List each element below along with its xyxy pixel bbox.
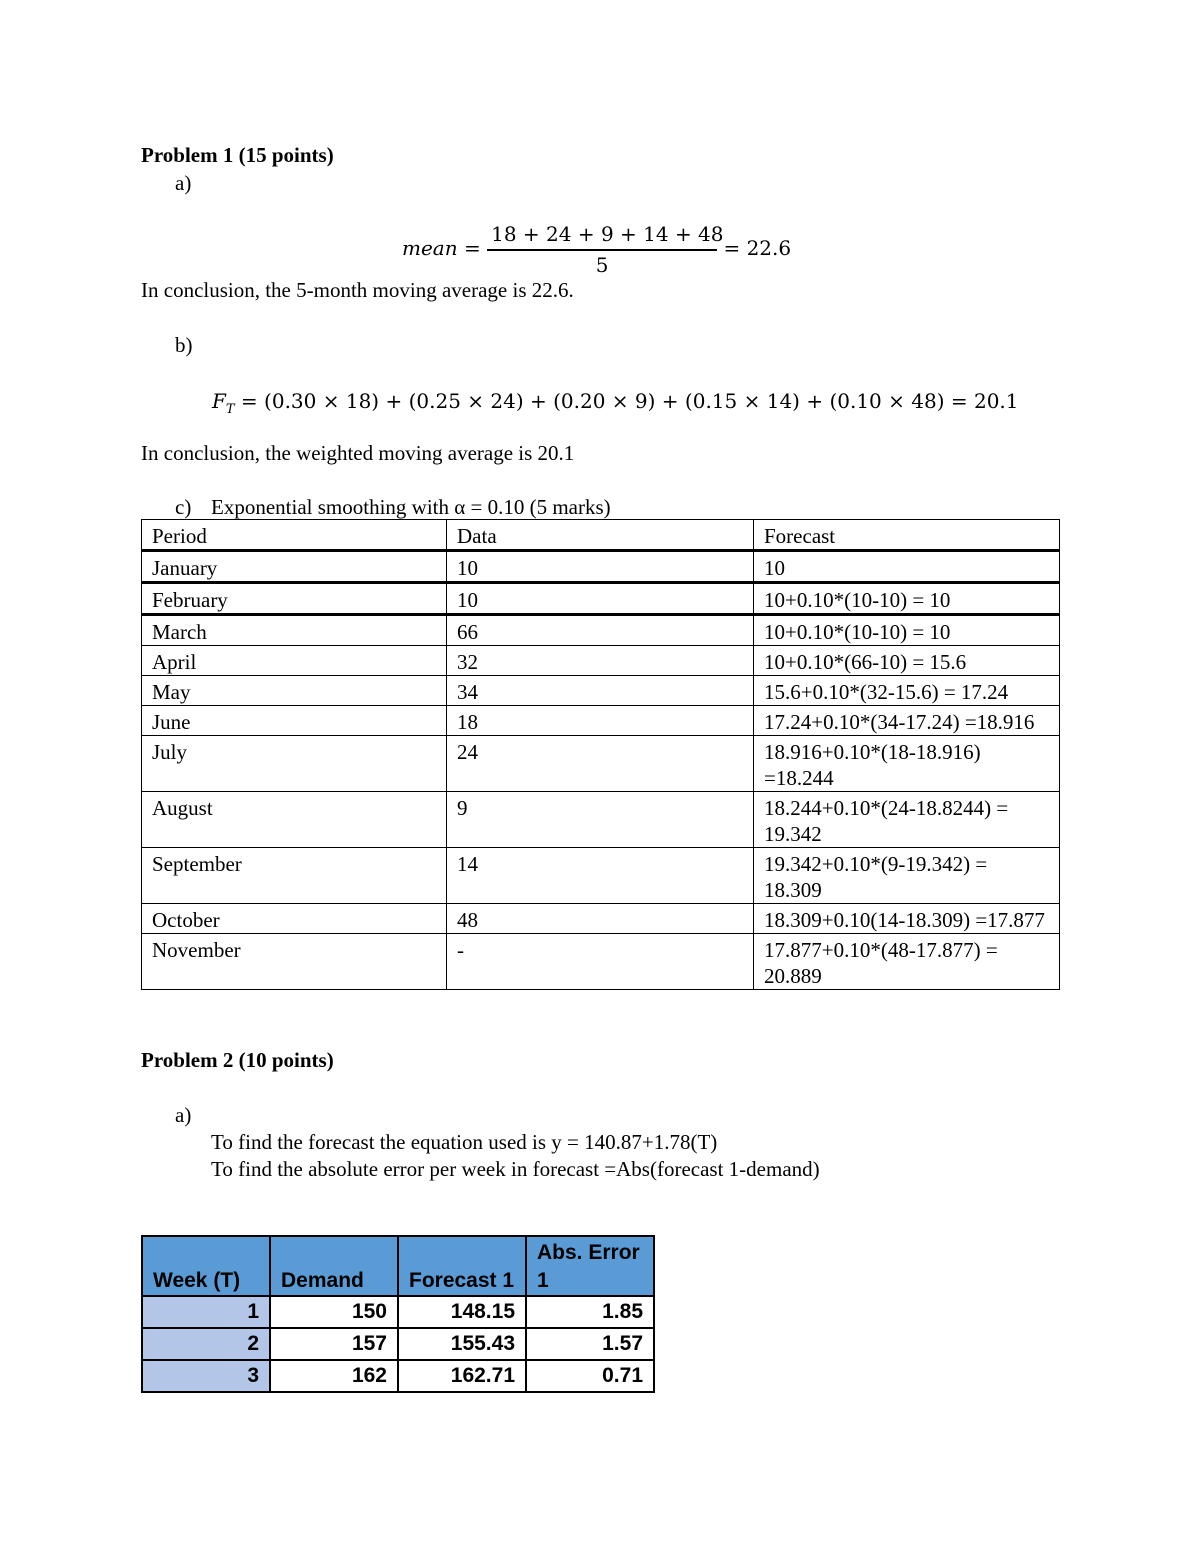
period-cell: October [142, 904, 447, 934]
table-row [142, 676, 1060, 706]
data-cell: 9 [447, 792, 754, 848]
header-forecast: Forecast 1 [398, 1236, 526, 1296]
table-row [142, 1296, 654, 1328]
forecast-cell: 10 [754, 551, 1060, 583]
period-cell: June [142, 706, 447, 736]
header-abs-error: Abs. Error 1 [526, 1236, 654, 1296]
period-cell: January [142, 551, 447, 583]
p2-line2: To find the absolute error per week in forecast =Abs(forecast 1-demand) [211, 1157, 820, 1181]
period-cell: March [142, 615, 447, 646]
header-demand: Demand [270, 1236, 398, 1296]
data-cell: 32 [447, 646, 754, 676]
part-a-label: a) [175, 171, 192, 195]
table-row [142, 1360, 654, 1392]
data-cell: 48 [447, 904, 754, 934]
conclusion-b: In conclusion, the weighted moving average is 20.1 [141, 441, 575, 465]
wma-lhs: $F_T$ [212, 389, 235, 417]
forecast-cell: 17.24+0.10*(34-17.24) =18.916 [754, 706, 1060, 736]
table-row [142, 848, 1060, 904]
data-cell: 34 [447, 676, 754, 706]
forecast-cell: 148.15 [398, 1296, 526, 1328]
conclusion-a: In conclusion, the 5-month moving average is 22.6. [141, 278, 574, 302]
demand-cell: 162 [270, 1360, 398, 1392]
table-header-row [142, 520, 1060, 551]
forecast-cell: 19.342+0.10*(9-19.342) = 18.309 [754, 848, 1060, 904]
table-row [142, 706, 1060, 736]
demand-cell: 150 [270, 1296, 398, 1328]
table-row [142, 551, 1060, 583]
part-b-label: b) [175, 333, 193, 357]
data-cell: 14 [447, 848, 754, 904]
data-cell: 66 [447, 615, 754, 646]
forecast-error-table [141, 1235, 655, 1393]
part-c-label: c) [175, 495, 192, 519]
table-row [142, 736, 1060, 792]
forecast-cell: 10+0.10*(10-10) = 10 [754, 615, 1060, 646]
period-cell: February [142, 583, 447, 615]
data-cell: 18 [447, 706, 754, 736]
demand-cell: 157 [270, 1328, 398, 1360]
mean-denominator: 5 [595, 253, 609, 277]
forecast-cell: 15.6+0.10*(32-15.6) = 17.24 [754, 676, 1060, 706]
data-cell: 24 [447, 736, 754, 792]
wma-eq: = [240, 389, 258, 413]
header-period: Period [142, 520, 447, 551]
header-forecast: Forecast [754, 520, 1060, 551]
forecast-cell: 18.309+0.10(14-18.309) =17.877 [754, 904, 1060, 934]
data-cell: 10 [447, 551, 754, 583]
mean-result: = 22.6 [723, 236, 792, 260]
problem2-title: Problem 2 (10 points) [141, 1048, 334, 1072]
forecast-cell: 10+0.10*(10-10) = 10 [754, 583, 1060, 615]
period-cell: April [142, 646, 447, 676]
table-row [142, 904, 1060, 934]
mean-numerator: 18 + 24 + 9 + 14 + 48 [487, 222, 717, 251]
forecast-cell: 10+0.10*(66-10) = 15.6 [754, 646, 1060, 676]
error-cell: 0.71 [526, 1360, 654, 1392]
weighted-average-equation [212, 389, 1019, 417]
error-cell: 1.57 [526, 1328, 654, 1360]
period-cell: August [142, 792, 447, 848]
error-cell: 1.85 [526, 1296, 654, 1328]
mean-fraction [487, 222, 724, 277]
mean-equation [402, 222, 791, 277]
forecast-cell: 162.71 [398, 1360, 526, 1392]
week-cell: 1 [142, 1296, 270, 1328]
table-row [142, 792, 1060, 848]
period-cell: September [142, 848, 447, 904]
period-cell: May [142, 676, 447, 706]
table-row [142, 615, 1060, 646]
data-cell: - [447, 934, 754, 990]
table-header-row [142, 1236, 654, 1296]
table-row [142, 934, 1060, 990]
forecast-cell: 17.877+0.10*(48-17.877) = 20.889 [754, 934, 1060, 990]
table-row [142, 1328, 654, 1360]
p2-line1: To find the forecast the equation used is y = 140.87+1.78(T) [211, 1130, 718, 1154]
table-row [142, 583, 1060, 615]
exponential-smoothing-table [141, 519, 1060, 990]
p2-part-a-label: a) [175, 1103, 192, 1127]
table-row [142, 646, 1060, 676]
forecast-cell: 18.244+0.10*(24-18.8244) = 19.342 [754, 792, 1060, 848]
mean-lhs: mean = [402, 236, 481, 260]
header-data: Data [447, 520, 754, 551]
header-week: Week (T) [142, 1236, 270, 1296]
part-c-text: Exponential smoothing with α = 0.10 (5 marks) [211, 495, 611, 519]
problem1-title: Problem 1 (15 points) [141, 143, 334, 167]
forecast-cell: 155.43 [398, 1328, 526, 1360]
period-cell: July [142, 736, 447, 792]
week-cell: 3 [142, 1360, 270, 1392]
forecast-cell: 18.916+0.10*(18-18.916) =18.244 [754, 736, 1060, 792]
period-cell: November [142, 934, 447, 990]
wma-formula: (0.30 × 18) + (0.25 × 24) + (0.20 × 9) + (0.15 × 14) + (0.10 × 48) = 20.1 [264, 389, 1019, 413]
week-cell: 2 [142, 1328, 270, 1360]
data-cell: 10 [447, 583, 754, 615]
